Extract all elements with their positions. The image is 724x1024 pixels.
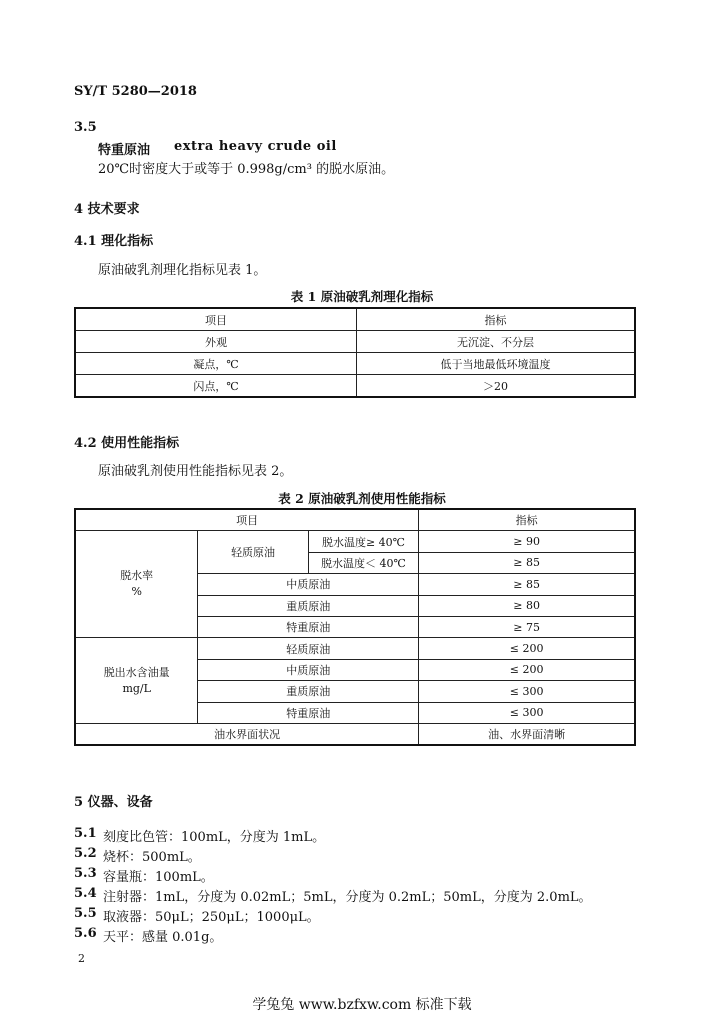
table-row — [75, 308, 635, 331]
section-4-1-intro: 原油破乳剂理化指标见表 1。 — [98, 263, 267, 278]
table-cell: 无沉淀、不分层 — [357, 331, 636, 353]
table-cell: 外观 — [75, 331, 357, 353]
term-en: extra heavy crude oil — [174, 139, 337, 154]
table-cell: 特重原油 — [198, 616, 419, 637]
table-cell: ≥ 85 — [419, 552, 635, 573]
table-cell: ≤ 300 — [419, 681, 635, 702]
dehydration-rate-label: 脱水率 % — [75, 531, 198, 638]
item-number: 5.4 — [74, 886, 97, 901]
item-number: 5.1 — [74, 826, 97, 841]
table-cell: ≤ 200 — [419, 638, 635, 659]
table-cell: 中质原油 — [198, 574, 419, 595]
page-number: 2 — [78, 952, 85, 965]
table-cell: 凝点，℃ — [75, 353, 357, 375]
table-header-cell: 项目 — [75, 509, 419, 531]
table-cell: 闪点，℃ — [75, 375, 357, 398]
section-3-5-number: 3.5 — [74, 120, 97, 135]
item-number: 5.6 — [74, 926, 97, 941]
section-4-2-title: 4.2 使用性能指标 — [74, 436, 180, 451]
table-cell: 轻质原油 — [198, 531, 308, 574]
item-number: 5.2 — [74, 846, 97, 861]
table-1-caption: 表 1 原油破乳剂理化指标 — [290, 289, 434, 304]
table-2-caption: 表 2 原油破乳剂使用性能指标 — [278, 491, 446, 506]
table-row — [75, 638, 635, 659]
table-cell: ≥ 90 — [419, 531, 635, 552]
table-cell: ≤ 300 — [419, 702, 635, 723]
table-header-cell: 指标 — [357, 308, 636, 331]
table-cell: ≥ 75 — [419, 616, 635, 637]
table-row — [75, 723, 635, 745]
table-row — [75, 509, 635, 531]
item-text: 天平：感量 0.01g。 — [103, 930, 223, 945]
section-5-title: 5 仪器、设备 — [74, 795, 153, 810]
table-cell: 脱水温度≥ 40℃ — [308, 531, 418, 552]
table-cell: 油水界面状况 — [75, 723, 419, 745]
table-cell: 特重原油 — [198, 702, 419, 723]
item-number: 5.3 — [74, 866, 97, 881]
table-cell: 低于当地最低环境温度 — [357, 353, 636, 375]
table-row — [75, 531, 635, 552]
table-cell: 轻质原油 — [198, 638, 419, 659]
item-number: 5.5 — [74, 906, 97, 921]
table-cell: 中质原油 — [198, 659, 419, 680]
item-text: 注射器：1mL，分度为 0.02mL；5mL，分度为 0.2mL；50mL，分度为 2.0mL。 — [103, 890, 592, 905]
table-row — [75, 375, 635, 398]
footer-watermark: 学兔兔 www.bzfxw.com 标准下载 — [252, 997, 472, 1013]
table-cell: 重质原油 — [198, 681, 419, 702]
table-2 — [74, 508, 636, 746]
table-cell: ≤ 200 — [419, 659, 635, 680]
term-definition: 20℃时密度大于或等于 0.998g/cm³ 的脱水原油。 — [98, 162, 395, 177]
item-text: 容量瓶：100mL。 — [103, 870, 214, 885]
table-1 — [74, 307, 636, 398]
table-cell: 油、水界面清晰 — [419, 723, 635, 745]
table-header-cell: 项目 — [75, 308, 357, 331]
term-cn: 特重原油 — [98, 143, 151, 158]
section-4-2-intro: 原油破乳剂使用性能指标见表 2。 — [98, 464, 293, 479]
table-cell: ＞20 — [357, 375, 636, 398]
standard-code: SY/T 5280—2018 — [74, 84, 197, 99]
section-4-title: 4 技术要求 — [74, 202, 140, 217]
table-cell: 重质原油 — [198, 595, 419, 616]
table-header-cell: 指标 — [419, 509, 635, 531]
item-text: 取液器：50μL；250μL；1000μL。 — [103, 910, 320, 925]
table-cell: ≥ 80 — [419, 595, 635, 616]
table-row — [75, 353, 635, 375]
oil-content-label: 脱出水含油量 mg/L — [75, 638, 198, 724]
table-cell: 脱水温度＜ 40℃ — [308, 552, 418, 573]
table-cell: ≥ 85 — [419, 574, 635, 595]
item-text: 烧杯：500mL。 — [103, 850, 201, 865]
section-4-1-title: 4.1 理化指标 — [74, 234, 154, 249]
item-text: 刻度比色管：100mL，分度为 1mL。 — [103, 830, 326, 845]
table-row — [75, 331, 635, 353]
